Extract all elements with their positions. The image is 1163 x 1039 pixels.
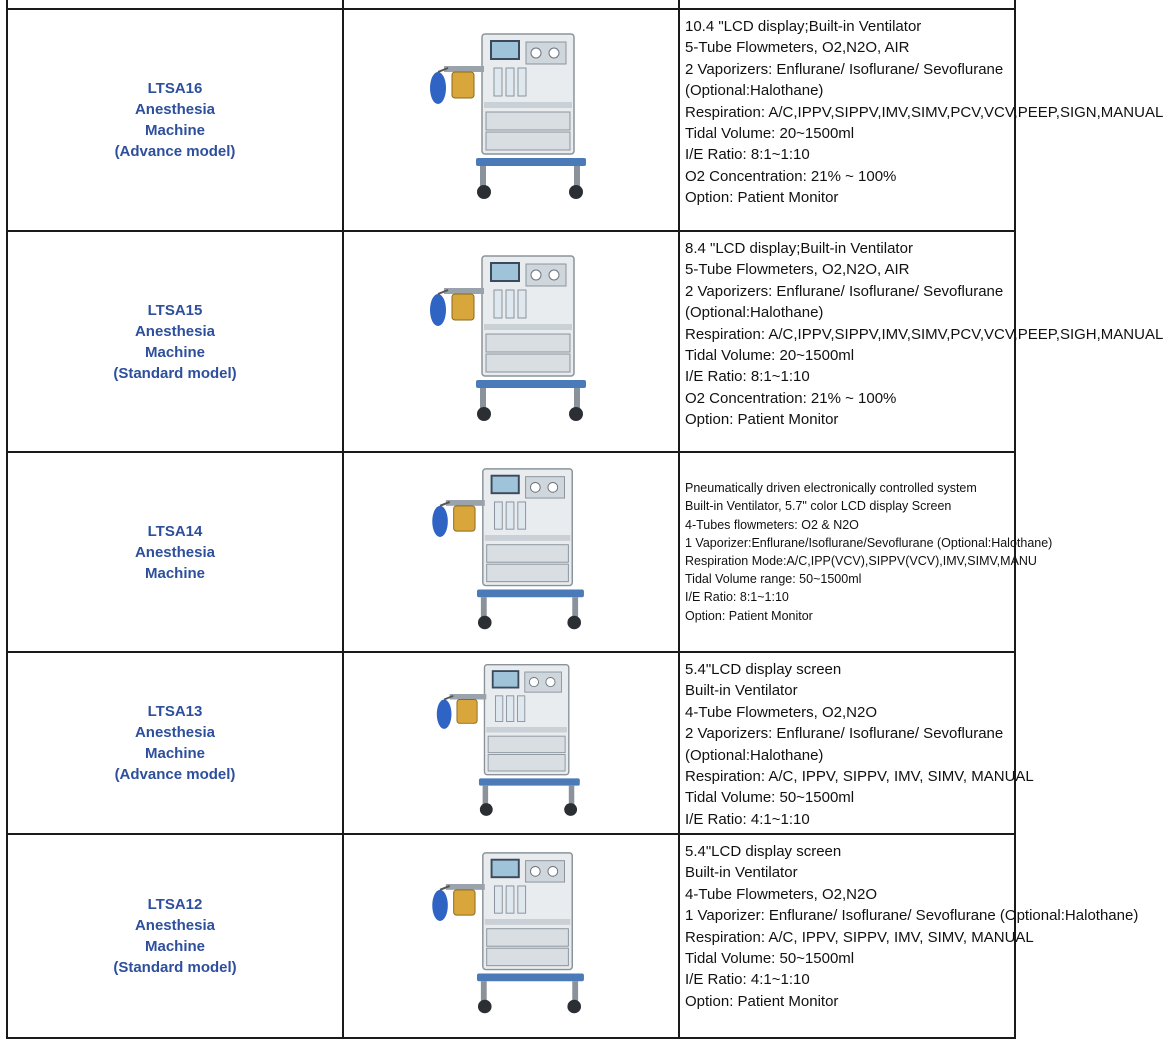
spec-line: Tidal Volume: 50~1500ml [685, 789, 855, 807]
spec-line: Respiration: A/C,IPPV,SIPPV,IMV,SIMV,PCV,VCV,PEEP,SIGN,MANUAL [685, 103, 1163, 121]
anesthesia-machine-image [424, 661, 599, 826]
header-cell [7, 0, 343, 9]
product-type: Anesthesia [134, 101, 216, 118]
spec-line: 5.4"LCD display screen [685, 661, 842, 678]
spec-line: (Optional:Halothane) [685, 746, 824, 764]
spec-cell [679, 652, 1034, 834]
product-name-cell [7, 231, 343, 452]
spec-cell [679, 452, 1053, 652]
product-type: Machine [144, 122, 205, 139]
header-cell [679, 0, 1015, 9]
model-number: LTSA15 [147, 301, 203, 319]
model-number: LTSA14 [147, 522, 203, 540]
model-variant: (Standard model) [113, 959, 237, 976]
spec-line: 5-Tube Flowmeters, O2,N2O, AIR [685, 261, 910, 279]
product-type: Machine [144, 745, 205, 762]
spec-line: 1 Vaporizer: Enflurane/ Isoflurane/ Sevoflurane (Optional:Halothane) [685, 907, 1139, 925]
spec-line: Option: Patient Monitor [685, 411, 839, 429]
spec-line: 4-Tube Flowmeters, O2,N2O [685, 703, 878, 721]
spec-line: 4-Tube Flowmeters, O2,N2O [685, 885, 878, 903]
spec-line: 2 Vaporizers: Enflurane/ Isoflurane/ Sevoflurane [685, 60, 1004, 78]
header-cell [343, 0, 679, 9]
table-row [7, 452, 1015, 652]
spec-line: 8.4 "LCD display;Built-in Ventilator [685, 240, 913, 257]
product-image-cell [343, 452, 679, 652]
spec-line: (Optional:Halothane) [685, 304, 824, 322]
spec-line: I/E Ratio: 8:1~1:10 [685, 590, 789, 605]
anesthesia-machine-image [424, 465, 599, 640]
spec-line: Respiration Mode:A/C,IPP(VCV),SIPPV(VCV),IMV,SIMV,MANU [685, 554, 1037, 568]
spec-line: Option: Patient Monitor [685, 608, 813, 623]
model-number: LTSA12 [147, 896, 203, 913]
product-name-cell [7, 652, 343, 834]
spec-line: Built-in Ventilator, 5.7" color LCD display Screen [685, 499, 952, 514]
product-type: Machine [144, 343, 205, 361]
spec-line: Tidal Volume: 50~1500ml [685, 950, 855, 968]
spec-line: Respiration: A/C,IPPV,SIPPV,IMV,SIMV,PCV,VCV,PEEP,SIGH,MANUAL [685, 325, 1163, 343]
model-variant: (Advance model) [114, 766, 236, 783]
anesthesia-machine-image [424, 30, 599, 210]
spec-line: 5.4"LCD display screen [685, 843, 842, 860]
product-type: Anesthesia [134, 543, 216, 561]
spec-line: Tidal Volume range: 50~1500ml [685, 572, 862, 587]
spec-line: Respiration: A/C, IPPV, SIPPV, IMV, SIMV, MANUAL [685, 928, 1034, 946]
spec-line: I/E Ratio: 4:1~1:10 [685, 971, 810, 989]
table-header-row [7, 0, 1015, 9]
spec-line: Tidal Volume: 20~1500ml [685, 347, 855, 365]
product-name-cell [7, 9, 343, 231]
product-name-cell [7, 834, 343, 1038]
product-image-cell [343, 9, 679, 231]
product-image-cell [343, 834, 679, 1038]
spec-line: 2 Vaporizers: Enflurane/ Isoflurane/ Sevoflurane [685, 282, 1004, 300]
spec-line: Option: Patient Monitor [685, 189, 839, 207]
table-row [7, 231, 1015, 452]
model-variant: (Advance model) [114, 143, 236, 160]
anesthesia-machine-image [424, 252, 599, 432]
product-name-cell [7, 452, 343, 652]
spec-line: O2 Concentration: 21% ~ 100% [685, 389, 897, 407]
spec-line: Pneumatically driven electronically controlled system [685, 481, 977, 496]
spec-line: 4-Tubes flowmeters: O2 & N2O [685, 517, 859, 532]
table-row [7, 652, 1015, 834]
spec-line: Respiration: A/C, IPPV, SIPPV, IMV, SIMV, MANUAL [685, 768, 1034, 786]
product-image-cell [343, 652, 679, 834]
product-type: Anesthesia [134, 917, 216, 934]
spec-cell [679, 9, 1163, 231]
model-variant: (Standard model) [113, 364, 237, 382]
model-number: LTSA16 [147, 80, 203, 97]
spec-line: 5-Tube Flowmeters, O2,N2O, AIR [685, 39, 910, 57]
spec-line: Built-in Ventilator [685, 864, 798, 882]
product-type: Anesthesia [134, 724, 216, 741]
spec-line: 10.4 "LCD display;Built-in Ventilator [685, 18, 922, 35]
anesthesia-machine-image [424, 849, 599, 1024]
spec-line: 1 Vaporizer:Enflurane/Isoflurane/Sevoflurane (Optional:Halothane) [685, 535, 1053, 550]
spec-line: Tidal Volume: 20~1500ml [685, 125, 855, 143]
product-image-cell [343, 231, 679, 452]
product-type: Anesthesia [134, 322, 216, 340]
spec-line: I/E Ratio: 8:1~1:10 [685, 368, 810, 386]
product-type: Machine [144, 938, 205, 955]
spec-line: Built-in Ventilator [685, 682, 798, 700]
spec-cell [679, 231, 1163, 452]
spec-line: I/E Ratio: 4:1~1:10 [685, 810, 810, 828]
model-number: LTSA13 [147, 703, 203, 720]
product-spec-table [6, 0, 1163, 1039]
spec-line: 2 Vaporizers: Enflurane/ Isoflurane/ Sevoflurane [685, 725, 1004, 743]
spec-cell [679, 834, 1139, 1038]
spec-line: O2 Concentration: 21% ~ 100% [685, 167, 897, 185]
table-row [7, 834, 1015, 1038]
table-row [7, 9, 1015, 231]
spec-line: I/E Ratio: 8:1~1:10 [685, 146, 810, 164]
spec-line: Option: Patient Monitor [685, 992, 839, 1010]
spec-line: (Optional:Halothane) [685, 82, 824, 100]
product-type: Machine [144, 564, 205, 582]
